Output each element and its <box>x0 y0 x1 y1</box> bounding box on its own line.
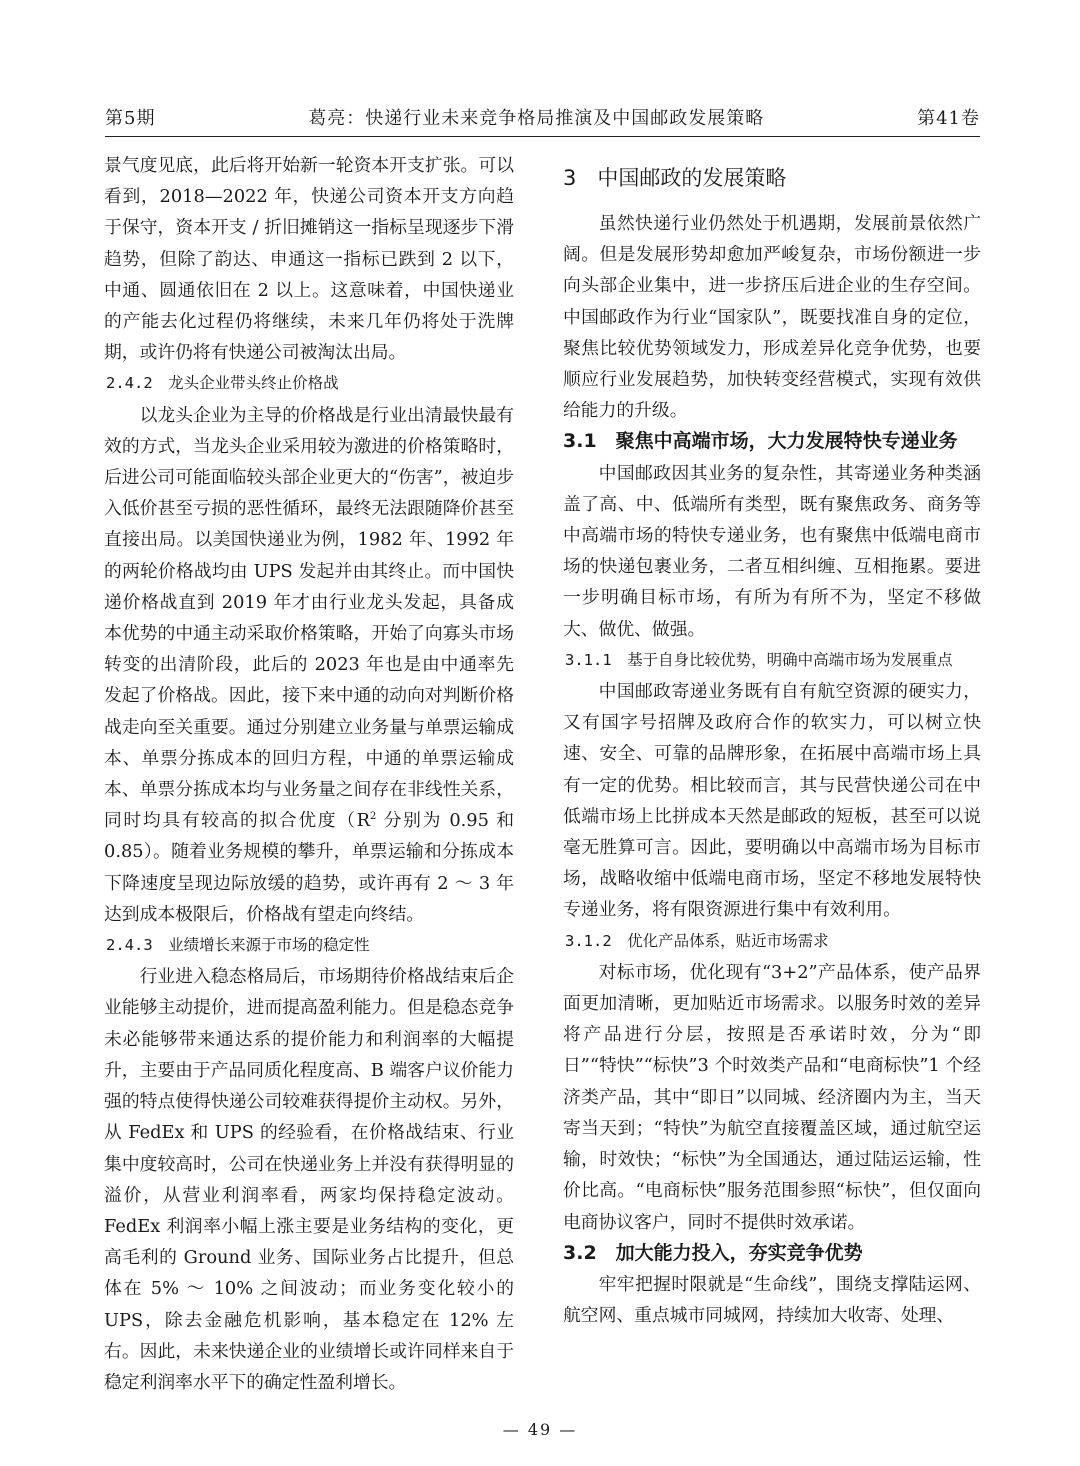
paragraph <box>104 400 514 930</box>
paragraph-text: 分别为 0.95 和 0.85）。随着业务规模的攀升，单票运输和分拣成本下降速度呈现边际放缓的趋势，或许再有 2 ～ 3 年达到成本极限后，价格战有望走向终结。 <box>104 810 514 925</box>
section-heading-3-2: 3.2 加大能力投入，夯实竞争优势 <box>563 1241 863 1264</box>
paragraph: 景气度见底，此后将开始新一轮资本开支扩张。可以看到，2018—2022 年，快递公司资本开支方向趋于保守，资本开支 / 折旧摊销这一指标呈现逐步下滑趋势，但除了韵达、申通这一指标已跌到 2 以下，中通、圆通依旧在 2 以上。这意味着，中国快递业的产能去化过程仍将继续，未来几年仍将处于洗牌期，或许仍将有快递公司被淘汰出局。 <box>104 155 514 364</box>
page-number: — 49 — <box>502 1420 578 1439</box>
header-rule <box>105 136 980 137</box>
section-heading-3-1-1: 3.1.1 基于自身比较优势，明确中高端市场为发展重点 <box>565 650 953 669</box>
left-column <box>104 150 514 1398</box>
running-header <box>105 100 980 134</box>
paragraph: 虽然快递行业仍然处于机遇期，发展前景依然广阔。但是发展形势却愈加严峻复杂，市场份额进一步向头部企业集中，进一步挤压后进企业的生存空间。中国邮政作为行业“国家队”，既要找准自身的定位，聚焦比较优势领域发力，形成差异化竞争优势，也要顺应行业发展趋势，加快转变经营模式，实现有效供给能力的升级。 <box>563 213 981 422</box>
right-column <box>563 150 981 1331</box>
paragraph: 牢牢把握时限就是“生命线”，围绕支撑陆运网、航空网、重点城市同城网，持续加大收寄、处理、 <box>563 1273 981 1327</box>
running-title: 葛亮：快递行业未来竞争格局推演及中国邮政发展策略 <box>308 108 765 129</box>
section-heading-2-4-2: 2.4.2 龙头企业带头终止价格战 <box>106 374 339 393</box>
paragraph-text: 以龙头企业为主导的价格战是行业出清最快最有效的方式，当龙头企业采用较为激进的价格策略时，后进公司可能面临较头部企业更大的“伤害”，被迫步入低价甚至亏损的恶性循环，最终无法跟随降价甚至直接出局。以美国快递业为例，1982 年、1992 年的两轮价格战均由 UPS 发起并由其终止。而中国快递价格战直到 2019 年才由行业龙头发起，具备成本优势的中通主动采取价格策略，开始了向寡头市场转变的出清阶段，此后的 2023 年也是由中通率先发起了价格战。因此，接下来中通的动向对判断价格战走向至关重要。通过分别建立业务量与单票运输成本、单票分拣成本的回归方程，中通的单票运输成本、单票分拣成本均与业务量之间存在非线性关系，同时均具有较高的拟合优度（R <box>104 404 514 832</box>
issue-number: 第5期 <box>105 108 156 129</box>
paragraph: 中国邮政因其业务的复杂性，其寄递业务种类涵盖了高、中、低端所有类型，既有聚焦政务、商务等中高端市场的特快专递业务，也有聚焦中低端电商市场的快递包裹业务，二者互相纠缠、互相拖累。要进一步明确目标市场，有所为有所不为，坚定不移做大、做优、做强。 <box>563 462 981 640</box>
paragraph: 对标市场，优化现有“3+2”产品体系，使产品界面更加清晰，更加贴近市场需求。以服务时效的差异将产品进行分层，按照是否承诺时效，分为“即日”“特快”“标快”3 个时效类产品和“电商标快”1 个经济类产品，其中“即日”以同城、经济圈内为主，当天寄当天到；“特快”为航空直接覆盖区域，通过航空运输，时效快；“标快”为全国通达，通过陆运运输，性价比高。“电商标快”服务范围参照“标快”，但仅面向电商协议客户，同时不提供时效承诺。 <box>563 961 981 1233</box>
section-heading-3: 3 中国邮政的发展策略 <box>563 166 787 190</box>
section-heading-3-1-2: 3.1.2 优化产品体系，贴近市场需求 <box>565 931 829 950</box>
paragraph: 行业进入稳态格局后，市场期待价格战结束后企业能够主动提价，进而提高盈利能力。但是稳态竞争未必能够带来通达系的提价能力和利润率的大幅提升，主要由于产品同质化程度高、B 端客户议价能力强的特点使得快递公司较难获得提价主动权。另外，从 FedEx 和 UPS 的经验看，在价格战结束、行业集中度较高时，公司在快递业务上并没有获得明显的溢价，从营业利润率看，两家均保持稳定波动。FedEx 利润率小幅上涨主要是业务结构的变化，更高毛利的 Ground 业务、国际业务占比提升，但总体在 5% ～ 10% 之间波动；而业务变化较小的 UPS，除去金融危机影响，基本稳定在 12% 左右。因此，未来快递企业的业绩增长或许同样来自于稳定利润率水平下的确定性盈利增长。 <box>104 966 514 1393</box>
volume-number: 第41卷 <box>917 108 980 129</box>
section-heading-2-4-3: 2.4.3 业绩增长来源于市场的稳定性 <box>106 936 370 955</box>
section-heading-3-1: 3.1 聚焦中高端市场，大力发展特快专递业务 <box>563 430 958 453</box>
paragraph: 中国邮政寄递业务既有自有航空资源的硬实力，又有国字号招牌及政府合作的软实力，可以树立快速、安全、可靠的品牌形象，在拓展中高端市场上具有一定的优势。相比较而言，其与民营快递公司在中低端市场上比拼成本天然是邮政的短板，甚至可以说毫无胜算可言。因此，要明确以中高端市场为目标市场，战略收缩中低端电商市场，坚定不移地发展特快专递业务，将有限资源进行集中有效利用。 <box>563 681 981 921</box>
superscript: 2 <box>370 811 377 823</box>
